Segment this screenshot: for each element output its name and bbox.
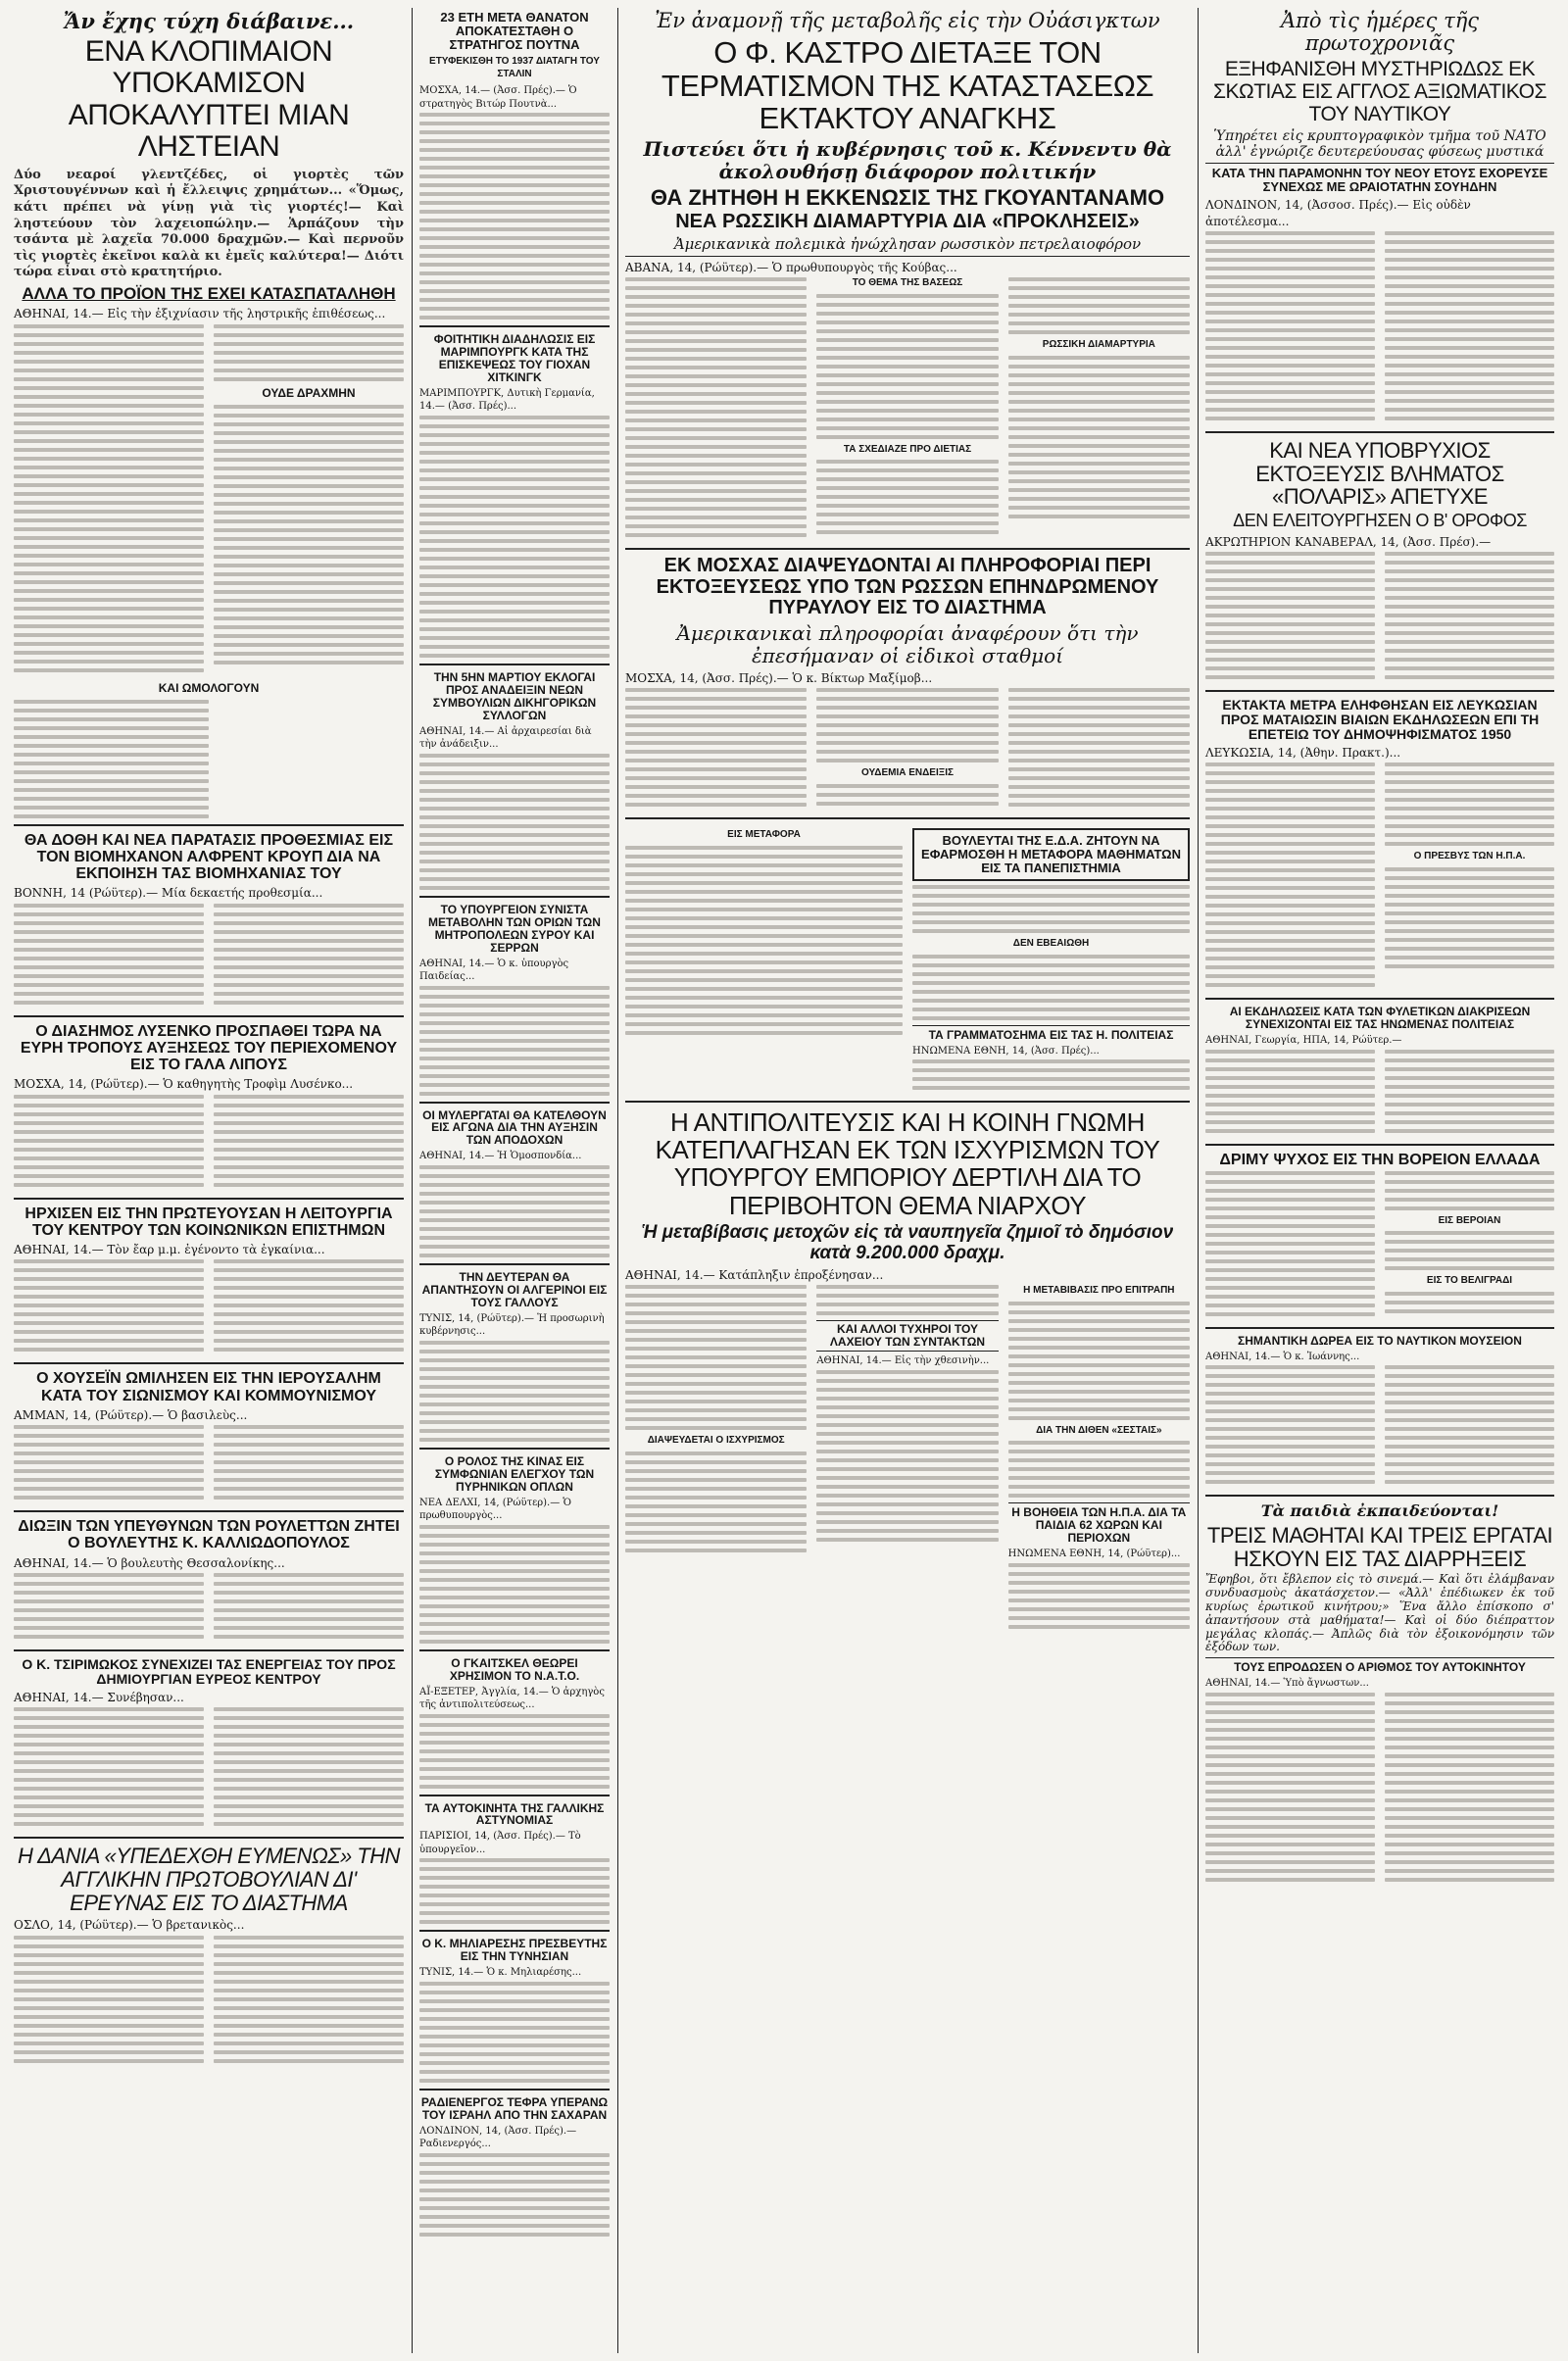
headline: Ο ΓΚΑΙΤΣΚΕΛ ΘΕΩΡΕΙ ΧΡΗΣΙΜΟΝ ΤΟ Ν.Α.Τ.Ο. [449, 1655, 580, 1683]
dateline: ΑΘΗΝΑΙ, 14.— Αἱ ἀρχαιρεσίαι διὰ τὴν ἀνάδειξιν... [419, 725, 592, 751]
section-heading: ΕΙΣ ΒΕΡΟΙΑΝ [1438, 1214, 1501, 1226]
dateline: ΑΘΗΝΑΙ, 14.— Κατάπληξιν ἐπροξένησαν... [625, 1268, 884, 1283]
subheadline: Ἀμερικανικαὶ πληροφορίαι ἀναφέρουν ὅτι τὴν ἐπεσήμαναν οἱ εἰδικοὶ σταθμοί [676, 621, 1139, 668]
section-heading: ΤΟΥΣ ΕΠΡΟΔΩΣΕΝ Ο ΑΡΙΘΜΟΣ ΤΟΥ ΑΥΤΟΚΙΝΗΤΟΥ [1205, 1657, 1554, 1674]
dateline: ΑΘΗΝΑΙ, 14.— Συνέβησαν... [14, 1690, 184, 1704]
body-columns [1205, 762, 1554, 992]
body-text [14, 904, 204, 1009]
subheadline: ΑΛΛΑ ΤΟ ΠΡΟΪΟΝ ΤΗΣ ΕΧΕΙ ΚΑΤΑΣΠΑΤΑΛΗΘΗ [22, 284, 396, 304]
body-text [1205, 1171, 1375, 1321]
dateline: ΤΥΝΙΣ, 14.— Ὁ κ. Μηλιαρέσης... [419, 1967, 582, 1979]
headline: ΕΞΗΦΑΝΙΣΘΗ ΜΥΣΤΗΡΙΩΔΩΣ ΕΚ ΣΚΩΤΙΑΣ ΕΙΣ ΑΓΓΛΟΣ ΑΞΙΩΜΑΤΙΚΟΣ ΤΟΥ ΝΑΥΤΙΚΟΥ [1213, 58, 1546, 125]
column-right [1200, 8, 1560, 2353]
body-columns [625, 1285, 1190, 1633]
story-millworkers [419, 1109, 610, 1257]
headline: ΗΡΧΙΣΕΝ ΕΙΣ ΤΗΝ ΠΡΩΤΕΥΟΥΣΑΝ Η ΛΕΙΤΟΥΡΓΙΑ ΤΟΥ ΚΕΝΤΡΟΥ ΤΩΝ ΚΟΙΝΩΝΙΚΩΝ ΕΠΙΣΤΗΜΩΝ [24, 1205, 393, 1239]
story-china [419, 1455, 610, 1644]
dateline: ΗΝΩΜΕΝΑ ΕΘΝΗ, 14, (Ἀσσ. Πρές)... [912, 1045, 1100, 1057]
body-text [14, 1707, 204, 1831]
body-columns [14, 324, 404, 677]
body-text [1385, 1693, 1554, 1887]
body-text [419, 2153, 610, 2237]
headline: ΦΟΙΤΗΤΙΚΗ ΔΙΑΔΗΛΩΣΙΣ ΕΙΣ ΜΑΡΙΜΠΟΥΡΓΚ ΚΑΤΑ ΤΗΣ ΕΠΙΣΚΕΨΕΩΣ ΤΟΥ ΓΙΟΧΑΝ ΧΙΤΚΙΝΓΚ [433, 332, 596, 384]
headline: ΤΗΝ ΔΕΥΤΕΡΑΝ ΘΑ ΑΠΑΝΤΗΣΟΥΝ ΟΙ ΑΛΓΕΡΙΝΟΙ ΕΙΣ ΤΟΥΣ ΓΑΛΛΟΥΣ [421, 1269, 608, 1309]
dateline: ΤΥΝΙΣ, 14, (Ρώϋτερ).— Ἡ προσωρινὴ κυβέρνησις... [419, 1312, 605, 1338]
headline: Ο ΔΙΑΣΗΜΟΣ ΛΥΣΕΝΚΟ ΠΡΟΣΠΑΘΕΙ ΤΩΡΑ ΝΑ ΕΥΡΗ ΤΡΟΠΟΥΣ ΑΥΞΗΣΕΩΣ ΤΟΥ ΠΕΡΙΕΧΟΜΕΝΟΥ ΕΙΣ ΤΟ ΓΑΛΑ ΛΙΠΟΥΣ [20, 1022, 398, 1074]
body-text [816, 1285, 998, 1633]
story-cold [1205, 1152, 1554, 1321]
story-miliaresis [419, 1938, 610, 2082]
body-text [214, 1707, 404, 1831]
headline: ΣΗΜΑΝΤΙΚΗ ΔΩΡΕΑ ΕΙΣ ΤΟ ΝΑΥΤΙΚΟΝ ΜΟΥΣΕΙΟΝ [1238, 1333, 1522, 1348]
kicker: Τὰ παιδιὰ ἐκπαιδεύονται! [1260, 1501, 1499, 1521]
body-text [419, 416, 610, 658]
headline: ΤΑ ΑΥΤΟΚΙΝΗΤΑ ΤΗΣ ΓΑΛΛΙΚΗΣ ΑΣΤΥΝΟΜΙΑΣ [424, 1800, 605, 1828]
story-divider [419, 2089, 610, 2090]
body-text [14, 1095, 204, 1192]
section-heading: ΔΙΑ ΤΗΝ ΔΙΘΕΝ «ΣΕΣΤΑΙΣ» [1036, 1424, 1162, 1436]
section-heading: ΤΟ ΘΕΜΑ ΤΗΣ ΒΑΣΕΩΣ [852, 277, 963, 289]
story-divider [14, 1362, 404, 1364]
dateline: ΛΟΝΔΙΝΟΝ, 14, (Ἀσσοσ. Πρές).— Εἰς οὐδὲν ἀποτέλεσμα... [1205, 198, 1471, 228]
headline: ΕΚ ΜΟΣΧΑΣ ΔΙΑΨΕΥΔΟΝΤΑΙ ΑΙ ΠΛΗΡΟΦΟΡΙΑΙ ΠΕΡΙ ΕΚΤΟΞΕΥΣΕΩΣ ΥΠΟ ΤΩΝ ΡΩΣΣΩΝ ΕΠΗΝΔΡΩΜΕΝΟΥ ΠΥΡΑΥΛΟΥ ΕΙΣ ΤΟ ΔΙΑΣΤΗΜΑ [656, 555, 1159, 619]
story-left-pane [625, 825, 903, 1095]
story-divider [1205, 690, 1554, 692]
section-heading: ΕΙΣ ΜΕΤΑΦΟΡΑ [727, 829, 801, 841]
story-divider [625, 817, 1190, 819]
story-divider [14, 1837, 404, 1839]
story-divider [1205, 1144, 1554, 1146]
story-algerians [419, 1271, 610, 1442]
body-columns [14, 904, 404, 1009]
body-text [419, 1858, 610, 1924]
headline: Ο Κ. ΤΣΙΡΙΜΩΚΟΣ ΣΥΝΕΧΙΖΕΙ ΤΑΣ ΕΝΕΡΓΕΙΑΣ ΤΟΥ ΠΡΟΣ ΔΗΜΙΟΥΡΓΙΑΝ ΕΥΡΕΟΣ ΚΕΝΤΡΟΥ [22, 1655, 396, 1687]
section-heading: Ο ΠΡΕΣΒΥΣ ΤΩΝ Η.Π.Α. [1413, 851, 1526, 862]
story-divider [625, 1101, 1190, 1103]
dateline: ΜΟΣΧΑ, 14, (Ἀσσ. Πρές).— Ὁ κ. Βίκτωρ Μαξίμοβ... [625, 671, 933, 686]
story-maribor [419, 333, 610, 658]
headline: Η ΒΟΗΘΕΙΑ ΤΩΝ Η.Π.Α. ΔΙΑ ΤΑ ΠΑΙΔΙΑ 62 ΧΩΡΩΝ ΚΑΙ ΠΕΡΙΟΧΩΝ [1008, 1502, 1190, 1545]
body-text [1205, 552, 1375, 684]
story-putna [419, 11, 610, 320]
body-columns [1205, 1693, 1554, 1887]
story-divider [14, 824, 404, 826]
story-burglaries [1205, 1502, 1554, 1886]
story-divider [14, 1015, 404, 1017]
kicker: Ἄν ἔχης τύχη διάβαινε... [63, 9, 355, 33]
dateline: ΑΒΑΝΑ, 14, (Ρώϋτερ).— Ὁ πρωθυπουργὸς τῆς Κούβας... [625, 261, 957, 275]
body-text [419, 113, 610, 320]
body-columns [625, 277, 1190, 542]
dateline: ΒΟΝΝΗ, 14 (Ρώϋτερ).— Μία δεκαετής προθεσμία... [14, 886, 323, 901]
dateline: ΑΘΗΝΑΙ, 14.— Τὸν ἔαρ μ.μ. ἐγένοντο τὰ ἐγκαίνια... [14, 1243, 325, 1257]
section-heading: ΔΕΝ ΕΒΕΑΙΩΘΗ [1012, 938, 1090, 950]
headline: ΟΙ ΜΥΛΕΡΓΑΤΑΙ ΘΑ ΚΑΤΕΛΘΟΥΝ ΕΙΣ ΑΓΩΝΑ ΔΙΑ ΤΗΝ ΑΥΞΗΣΙΝ ΤΩΝ ΑΠΟΔΟΧΩΝ [422, 1107, 607, 1148]
body-text [1008, 1285, 1190, 1633]
body-columns [1205, 231, 1554, 425]
story-divider [1205, 431, 1554, 433]
story-divider [14, 1198, 404, 1200]
body-text [419, 1982, 610, 2083]
headline: ΕΚΤΑΚΤΑ ΜΕΤΡΑ ΕΛΗΦΘΗΣΑΝ ΕΙΣ ΛΕΥΚΩΣΙΑΝ ΠΡΟΣ ΜΑΤΑΙΩΣΙΝ ΒΙΑΙΩΝ ΕΚΔΗΛΩΣΕΩΝ ΕΠΙ ΤΗ ΕΠΕΤΕΙΩ ΤΟΥ ΔΗΜΟΨΗΦΙΣΜΑΤΟΣ 1950 [1220, 696, 1540, 742]
headline: ΔΡΙΜΥ ΨΥΧΟΣ ΕΙΣ ΤΗΝ ΒΟΡΕΙΟΝ ΕΛΛΑΔΑ [1219, 1151, 1541, 1168]
column-rule [412, 8, 413, 2353]
body-text [14, 324, 204, 677]
body-text [214, 1259, 404, 1356]
subheadline: Ὑπηρέτει εἰς κρυπτογραφικὸν τμῆμα τοῦ ΝΑΤΟ ἀλλ' ἐγνώριζε δευτερεύουσας φύσεως μυστικά [1213, 128, 1546, 161]
body-text [1385, 1050, 1554, 1138]
body-text [816, 688, 998, 812]
body-text [419, 754, 610, 890]
headline: ΚΑΙ ΑΛΛΟΙ ΤΥΧΗΡΟΙ ΤΟΥ ΛΑΧΕΙΟΥ ΤΩΝ ΣΥΝΤΑΚΤΩΝ [816, 1320, 998, 1352]
section-heading: ΚΑΤΑ ΤΗΝ ΠΑΡΑΜΟΝΗΝ ΤΟΥ ΝΕΟΥ ΕΤΟΥΣ ΕΧΟΡΕΥΣΕ ΣΥΝΕΧΩΣ ΜΕ ΩΡΑΙΟΤΑΤΗΝ ΣΟΥΗΔΗΝ [1205, 163, 1554, 194]
section-heading: ΟΥΔΕ ΔΡΑΧΜΗΝ [262, 385, 356, 400]
dateline: ΜΟΣΧΑ, 14.— (Ἀσσ. Πρές).— Ὁ στρατηγὸς Βιτώρ Πουτνὰ... [419, 85, 577, 110]
body-text [419, 986, 610, 1096]
section-heading: ΟΥΔΕΜΙΑ ΕΝΔΕΙΞΙΣ [861, 767, 954, 779]
story-roulette [14, 1518, 404, 1644]
headline: ΤΑ ΓΡΑΜΜΑΤΟΣΗΜΑ ΕΙΣ ΤΑΣ Η. ΠΟΛΙΤΕΙΑΣ [912, 1025, 1190, 1042]
headline: Ο ΧΟΥΣΕΪΝ ΩΜΙΛΗΣΕΝ ΕΙΣ ΤΗΝ ΙΕΡΟΥΣΑΛΗΜ ΚΑΤΑ ΤΟΥ ΣΙΩΝΙΣΜΟΥ ΚΑΙ ΚΟΜΜΟΥΝΙΣΜΟΥ [36, 1370, 381, 1404]
body-text [214, 1936, 404, 2068]
story-hussein [14, 1370, 404, 1504]
story-divider [419, 1102, 610, 1104]
body-text [14, 1936, 204, 2068]
dateline: ΛΟΝΔΙΝΟΝ, 14, (Ἀσσ. Πρές).— Ραδιενεργός... [419, 2125, 577, 2150]
dateline: ΜΟΣΧΑ, 14, (Ρώϋτερ).— Ὁ καθηγητὴς Τροφὶμ Λυσένκο... [14, 1077, 354, 1092]
dateline: ΑΘΗΝΑΙ, Γεωργία, ΗΠΑ, 14, Ρώϋτερ.— [1205, 1035, 1402, 1047]
story-divider [1205, 1327, 1554, 1329]
body-columns [625, 688, 1190, 812]
subheadline: Πιστεύει ὅτι ἡ κυβέρνησις τοῦ κ. Κέννεντυ θὰ ἀκολουθήσῃ διάφορον πολιτικήν [643, 136, 1172, 183]
body-text [214, 1425, 404, 1504]
story-racial-discrimination [1205, 1006, 1554, 1137]
story-divider [419, 1263, 610, 1265]
dateline: ΜΑΡΙΜΠΟΥΡΓΚ, Δυτικὴ Γερμανία, 14.— (Ἀσσ. Πρές)... [419, 387, 595, 413]
section-heading: ΡΩΣΣΙΚΗ ΔΙΑΜΑΡΤΥΡΙΑ [1042, 339, 1155, 351]
body-columns [14, 1936, 404, 2068]
story-social-sciences [14, 1205, 404, 1357]
body-text [14, 1573, 204, 1644]
kicker: Ἐν ἀναμονῇ τῆς μεταβολῆς εἰς τὴν Οὐάσιγκτων [655, 9, 1160, 32]
body-text [214, 324, 404, 677]
story-divider [419, 896, 610, 898]
headline: Ο ΡΟΛΟΣ ΤΗΣ ΚΙΝΑΣ ΕΙΣ ΣΥΜΦΩΝΙΑΝ ΕΛΕΓΧΟΥ ΤΩΝ ΠΥΡΗΝΙΚΩΝ ΟΠΛΩΝ [434, 1453, 595, 1494]
story-niarchos [625, 1108, 1190, 1634]
body-text [214, 904, 404, 1009]
story-divider [419, 1930, 610, 1932]
body-text [625, 846, 903, 1035]
dateline: ΑΘΗΝΑΙ, 14.— Εἰς τὴν ἐξιχνίασιν τῆς ληστρικῆς ἐπιθέσεως... [14, 307, 386, 321]
body-text [1385, 1365, 1554, 1489]
body-columns [14, 1425, 404, 1504]
body-text [1385, 1171, 1554, 1321]
body-text [1205, 762, 1375, 992]
story-lysenko [14, 1023, 404, 1192]
dateline: ΗΝΩΜΕΝΑ ΕΘΝΗ, 14, (Ρώϋτερ)... [1007, 1549, 1181, 1560]
body-text [1205, 1050, 1375, 1138]
story-divider [14, 1649, 404, 1651]
story-divider [419, 1649, 610, 1651]
dateline: ΑΚΡΩΤΗΡΙΟΝ ΚΑΝΑΒΕΡΑΛ, 14, (Ἀσσ. Πρέσ).— [1205, 534, 1492, 549]
headline: ΔΙΩΞΙΝ ΤΩΝ ΥΠΕΥΘΥΝΩΝ ΤΩΝ ΡΟΥΛΕΤΤΩΝ ΖΗΤΕΙ Ο ΒΟΥΛΕΥΤΗΣ Κ. ΚΑΛΛΙΩΔΟΠΟΥΛΟΣ [18, 1517, 400, 1552]
section-heading: Η ΜΕΤΑΒΙΒΑΣΙΣ ΠΡΟ ΕΠΙΤΡΑΠΗ [1023, 1285, 1175, 1297]
body-columns [1205, 1171, 1554, 1321]
story-dioceses [419, 904, 610, 1096]
dateline: ΑΪ-ΕΞΕΤΕΡ, Ἀγγλία, 14.— Ὁ ἀρχηγὸς τῆς ἀντιπολιτεύσεως... [419, 1686, 605, 1711]
dateline: ΑΘΗΝΑΙ, 14.— Ὑπὸ ἄγνωστων... [1205, 1678, 1369, 1690]
section-heading: ΤΑ ΣΧΕΔΙΑΖΕ ΠΡΟ ΔΙΕΤΙΑΣ [843, 443, 972, 455]
dateline: ΑΘΗΝΑΙ, 14.— Εἰς τὴν χθεσινὴν... [816, 1355, 990, 1367]
story-gaitskell [419, 1657, 610, 1789]
body-text [912, 955, 1190, 1020]
story-divider [419, 325, 610, 327]
body-text [419, 1165, 610, 1257]
body-columns [14, 1573, 404, 1644]
body-text [1008, 277, 1190, 542]
headline: ΤΟ ΥΠΟΥΡΓΕΙΟΝ ΣΥΝΙΣΤΑ ΜΕΤΑΒΟΛΗΝ ΤΩΝ ΟΡΙΩΝ ΤΩΝ ΜΗΤΡΟΠΟΛΕΩΝ ΣΥΡΟΥ ΚΑΙ ΣΕΡΡΩΝ [428, 902, 601, 955]
headline-tertiary: ΝΕΑ ΡΩΣΣΙΚΗ ΔΙΑΜΑΡΤΥΡΙΑ ΔΙΑ «ΠΡΟΚΛΗΣΕΙΣ» [675, 211, 1140, 233]
story-shirt-robbery [14, 10, 404, 818]
subheadline: Ἔφηβοι, ὅτι ἔβλεπον εἰς τὸ σινεμά.— Καὶ ὅτι ἐλάμβαναν συνδυασμοὺς ἀκατάσχετον.— «Ἀλλ' ἐπέδιωκεν ἐκ τοῦ κυρίως ἐρωτικοῦ κινήτρου;» Ἕνα ἄλλο ἐπίσκοπο σ' ἀπαντήσουν στὰ μαθήματα!— Καὶ οἱ δύο διέπραττον μεγάλας κλοπάς.— Ἀπλῶς διὰ τὸν ἐξοικονόμησιν τῶν ἐξόδων των. [1205, 1572, 1554, 1654]
section-heading: ΕΙΣ ΤΟ ΒΕΛΙΓΡΑΔΙ [1426, 1275, 1513, 1287]
body-text [14, 700, 209, 818]
body-text [1385, 762, 1554, 992]
body-text [1385, 231, 1554, 425]
section-heading: ΚΑΙ ΩΜΟΛΟΓΟΥΝ [158, 680, 260, 695]
story-divider [419, 1448, 610, 1450]
body-text [912, 885, 1190, 933]
headline: ΒΟΥΛΕΥΤΑΙ ΤΗΣ Ε.Δ.Α. ΖΗΤΟΥΝ ΝΑ ΕΦΑΡΜΟΣΘΗ Η ΜΕΤΑΦΟΡΑ ΜΑΘΗΜΑΤΩΝ ΕΙΣ ΤΑ ΠΑΝΕΠΙΣΤΗΜΙΑ [912, 828, 1190, 881]
story-officer-vanished [1205, 10, 1554, 425]
body-text [419, 1525, 610, 1644]
headline: ΚΑΙ ΝΕΑ ΥΠΟΒΡΥΧΙΟΣ ΕΚΤΟΞΕΥΣΙΣ ΒΛΗΜΑΤΟΣ «ΠΟΛΑΡΙΣ» ΑΠΕΤΥΧΕ [1255, 437, 1504, 510]
dateline: ΑΘΗΝΑΙ, 14.— Ἡ Ὁμοσπονδία... [419, 1151, 582, 1162]
body-text [1008, 688, 1190, 812]
story-castro [625, 10, 1190, 542]
lead-paragraph: Δύο νεαροί γλεντζέδες, οἱ γιορτὲς τῶν Χριστουγέννων καὶ ἡ ἔλλειψις χρημάτων... «Ὅμως, κάτι πρέπει νὰ γίνῃ γιὰ τὶς γιορτές!— Καὶ ληστεύουν τὸν λαχειοπώλην.— Ἁρπάζουν τὴν τσάντα μὲ λαχεῖα 70.000 δραχμῶν.— Καὶ περνοῦν τὶς γιορτὲς ἐκεῖνοι καλὰ κι ἐμεῖς καλύτερα!— Διότι τώρα εἶναι στὸ κρατητήριο. [14, 167, 404, 280]
headline: Η ΔΑΝΙΑ «ΥΠΕΔΕΧΘΗ ΕΥΜΕΝΩΣ» ΤΗΝ ΑΓΓΛΙΚΗΝ ΠΡΩΤΟΒΟΥΛΙΑΝ ΔΙ' ΕΡΕΥΝΑΣ ΕΙΣ ΤΟ ΔΙΑΣΤΗΜΑ [17, 1844, 401, 1915]
subheadline: ΕΤΥΦΕΚΙΣΘΗ ΤΟ 1937 ΔΙΑΤΑΓΗ ΤΟΥ ΣΤΑΛΙΝ [429, 56, 600, 79]
subheadline: Ἡ μεταβίβασις μετοχῶν εἰς τὰ ναυπηγεῖα ζημιοῖ τὸ δημόσιον κατὰ 9.200.000 δραχμ. [641, 1221, 1174, 1264]
headline-secondary: ΘΑ ΖΗΤΗΘΗ Η ΕΚΚΕΝΩΣΙΣ ΤΗΣ ΓΚΟΥΑΝΤΑΝΑΜΟ [650, 184, 1165, 210]
story-right-pane [912, 825, 1190, 1095]
column-second [414, 8, 615, 2353]
story-divider [419, 664, 610, 665]
body-columns [14, 1259, 404, 1356]
story-naval-museum [1205, 1335, 1554, 1489]
story-divider [419, 1795, 610, 1796]
subheadline-secondary: Ἀμερικανικὰ πολεμικὰ ἠνώχλησαν ρωσσικὸν πετρελαιοφόρον [625, 236, 1190, 257]
headline: ΡΑΔΙΕΝΕΡΓΟΣ ΤΕΦΡΑ ΥΠΕΡΑΝΩ ΤΟΥ ΙΣΡΑΗΛ ΑΠΟ ΤΗΝ ΣΑΧΑΡΑΝ [420, 2094, 609, 2122]
headline: Ο Κ. ΜΗΛΙΑΡΕΣΗΣ ΠΡΕΣΒΕΥΤΗΣ ΕΙΣ ΤΗΝ ΤΥΝΗΣΙΑΝ [421, 1937, 608, 1964]
column-rule [1198, 8, 1199, 2353]
body-text [816, 277, 998, 542]
body-text [214, 1573, 404, 1644]
headline: Ο Φ. ΚΑΣΤΡΟ ΔΙΕΤΑΞΕ ΤΟΝ ΤΕΡΜΑΤΙΣΜΟΝ ΤΗΣ ΚΑΤΑΣΤΑΣΕΩΣ ΕΚΤΑΚΤΟΥ ΑΝΑΓΚΗΣ [661, 35, 1154, 136]
story-eda-universities [625, 825, 1190, 1095]
story-divider [14, 1510, 404, 1512]
dateline: ΝΕΑ ΔΕΛΧΙ, 14, (Ρώϋτερ).— Ὁ πρωθυπουργὸς... [419, 1497, 572, 1522]
column-center [619, 8, 1196, 2353]
body-text [419, 1341, 610, 1442]
story-nicosia [1205, 698, 1554, 993]
story-polaris [1205, 439, 1554, 684]
headline: ΤΗΝ 5ΗΝ ΜΑΡΤΙΟΥ ΕΚΛΟΓΑΙ ΠΡΟΣ ΑΝΑΔΕΙΞΙΝ ΝΕΩΝ ΣΥΜΒΟΥΛΙΩΝ ΔΙΚΗΓΟΡΙΚΩΝ ΣΥΛΛΟΓΩΝ [432, 669, 597, 722]
body-columns [14, 1707, 404, 1831]
story-divider [1205, 1495, 1554, 1497]
body-columns [1205, 1050, 1554, 1138]
story-bar-elections [419, 671, 610, 890]
headline: Η ΑΝΤΙΠΟΛΙΤΕΥΣΙΣ ΚΑΙ Η ΚΟΙΝΗ ΓΝΩΜΗ ΚΑΤΕΠΛΑΓΗΣΑΝ ΕΚ ΤΩΝ ΙΣΧΥΡΙΣΜΩΝ ΤΟΥ ΥΠΟΥΡΓΟΥ ΕΜΠΟΡΙΟΥ ΔΕΡΤΙΛΗ ΔΙΑ ΤΟ ΠΕΡΙΒΟΗΤΟΝ ΘΕΜΑ ΝΙΑΡΧΟΥ [655, 1107, 1160, 1220]
story-tsirimokos [14, 1657, 404, 1831]
story-denmark-space [14, 1845, 404, 2067]
body-columns [1205, 1365, 1554, 1489]
dateline: ΑΘΗΝΑΙ, 14.— Ὁ βουλευτὴς Θεσσαλονίκης... [14, 1555, 285, 1570]
dateline: ΑΘΗΝΑΙ, 14.— Ὁ κ. Ἰωάννης... [1205, 1351, 1360, 1362]
body-text [1205, 1693, 1375, 1887]
story-divider [625, 548, 1190, 550]
subheadline: ΔΕΝ ΕΛΕΙΤΟΥΡΓΗΣΕΝ Ο Β' ΟΡΟΦΟΣ [1233, 511, 1527, 531]
body-text [1385, 552, 1554, 684]
body-text [419, 1714, 610, 1789]
story-radioactive-ash [419, 2096, 610, 2237]
kicker: Ἀπὸ τὶς ἡμέρες τῆς πρωτοχρονιᾶς [1280, 9, 1480, 56]
headline: ΑΙ ΕΚΔΗΛΩΣΕΙΣ ΚΑΤΑ ΤΩΝ ΦΥΛΕΤΙΚΩΝ ΔΙΑΚΡΙΣΕΩΝ ΣΥΝΕΧΙΖΟΝΤΑΙ ΕΙΣ ΤΑΣ ΗΝΩΜΕΝΑΣ ΠΟΛΙΤΕΙΑΣ [1229, 1005, 1531, 1032]
story-soviet-rocket [625, 556, 1190, 812]
dateline: ΑΜΜΑΝ, 14, (Ρώϋτερ).— Ὁ βασιλεὺς... [14, 1407, 248, 1422]
body-text [14, 1425, 204, 1504]
dateline: ΠΑΡΙΣΙΟΙ, 14, (Ἀσσ. Πρές).— Τὸ ὑπουργεῖον... [419, 1831, 581, 1855]
body-columns [14, 1095, 404, 1192]
story-krupp [14, 832, 404, 1009]
dateline: ΛΕΥΚΩΣΙΑ, 14, (Ἀθην. Πρακτ.)... [1205, 746, 1401, 761]
column-rule [617, 8, 618, 2353]
body-text [214, 1095, 404, 1192]
body-text [1205, 1365, 1375, 1489]
body-text [1205, 231, 1375, 425]
body-columns [625, 825, 1190, 1095]
story-divider [1205, 998, 1554, 1000]
body-text [625, 688, 807, 812]
body-text [625, 1285, 807, 1633]
body-columns [1205, 552, 1554, 684]
body-text [14, 1259, 204, 1356]
headline: ΕΝΑ ΚΛΟΠΙΜΑΙΟΝ ΥΠΟΚΑΜΙΣΟΝ ΑΠΟΚΑΛΥΠΤΕΙ ΜΙΑΝ ΛΗΣΤΕΙΑΝ [68, 35, 350, 164]
column-left [8, 8, 410, 2353]
headline: 23 ΕΤΗ ΜΕΤΑ ΘΑΝΑΤΟΝ ΑΠΟΚΑΤΕΣΤΑΘΗ Ο ΣΤΡΑΤΗΓΟΣ ΠΟΥΤΝΑ [440, 10, 589, 53]
dateline: ΑΘΗΝΑΙ, 14.— Ὁ κ. ὑπουργὸς Παιδείας... [419, 958, 569, 983]
section-heading: ΔΙΑΨΕΥΔΕΤΑΙ Ο ΙΣΧΥΡΙΣΜΟΣ [647, 1435, 785, 1447]
story-french-police-cars [419, 1802, 610, 1925]
headline: ΤΡΕΙΣ ΜΑΘΗΤΑΙ ΚΑΙ ΤΡΕΙΣ ΕΡΓΑΤΑΙ ΗΣΚΟΥΝ ΕΙΣ ΤΑΣ ΔΙΑΡΡΗΞΕΙΣ [1206, 1522, 1553, 1571]
body-text [912, 1059, 1190, 1090]
headline: ΘΑ ΔΟΘΗ ΚΑΙ ΝΕΑ ΠΑΡΑΤΑΣΙΣ ΠΡΟΘΕΣΜΙΑΣ ΕΙΣ ΤΟΝ ΒΙΟΜΗΧΑΝΟΝ ΑΛΦΡΕΝΤ ΚΡΟΥΠ ΔΙΑ ΝΑ ΕΚΠΟΙΗΣΗ ΤΑΣ ΒΙΟΜΗΧΑΝΙΑΣ ΤΟΥ [24, 831, 394, 883]
body-text [625, 277, 807, 542]
dateline: ΟΣΛΟ, 14, (Ρώϋτερ).— Ὁ βρετανικὸς... [14, 1918, 245, 1933]
